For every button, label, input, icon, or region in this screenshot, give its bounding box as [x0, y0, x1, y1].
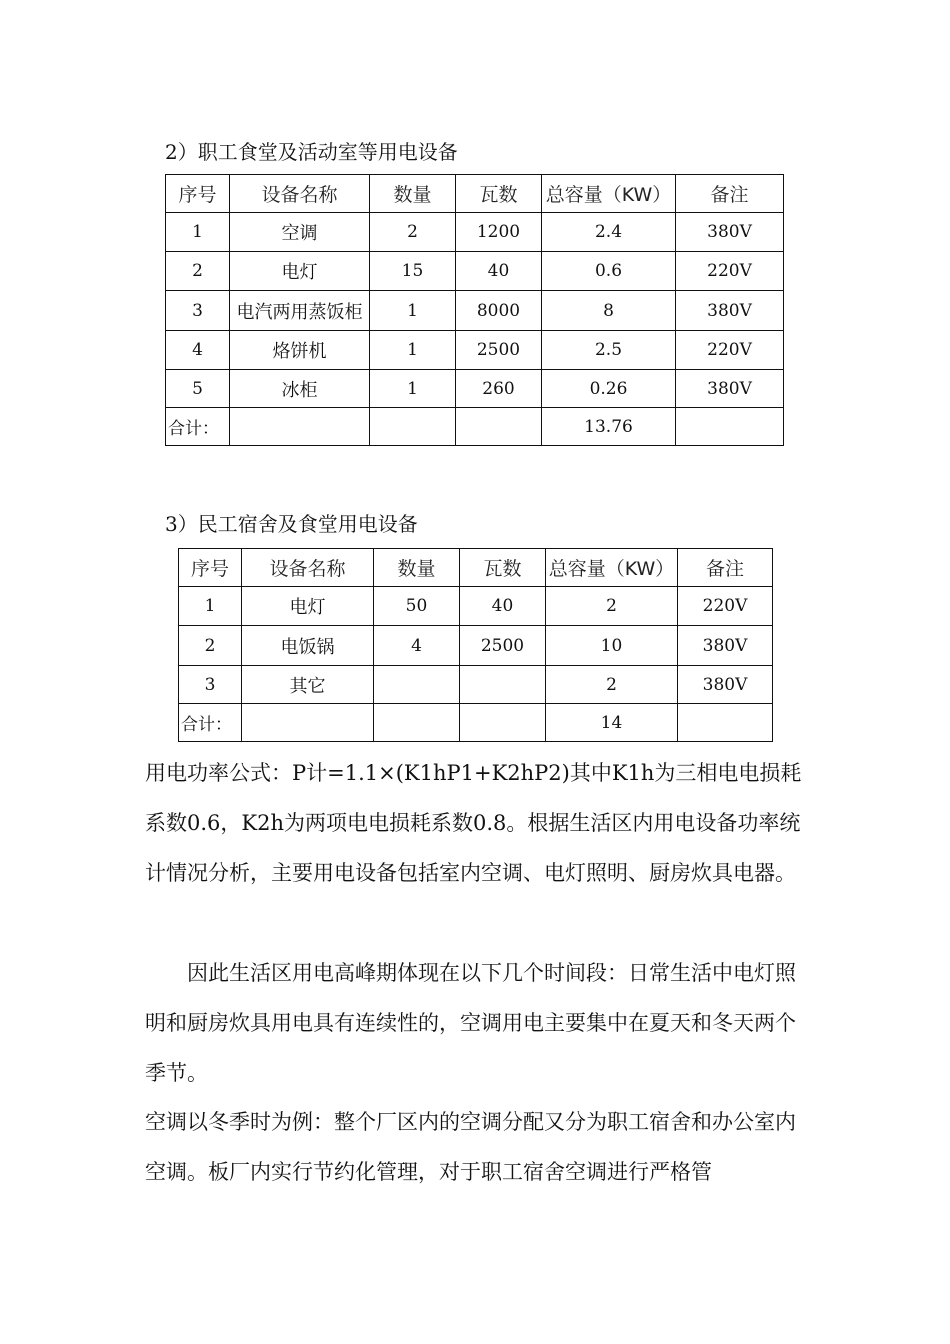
cell-capacity: 2	[546, 587, 678, 626]
table-header-row	[166, 175, 784, 213]
cell-index: 4	[166, 331, 230, 370]
cell-wattage: 1200	[456, 213, 542, 252]
cell-name: 其它	[242, 666, 374, 704]
cell-name: 电灯	[230, 252, 370, 291]
cell-quantity: 1	[370, 291, 456, 331]
cell-wattage: 40	[456, 252, 542, 291]
cell-remark: 380V	[676, 370, 784, 408]
cell-quantity: 1	[370, 370, 456, 408]
cell-wattage: 2500	[460, 626, 546, 666]
cell-remark: 380V	[678, 666, 773, 704]
cell-empty	[460, 704, 546, 742]
cell-index: 1	[179, 587, 242, 626]
body-text	[145, 748, 810, 898]
col-header-quantity: 数量	[374, 549, 460, 587]
cell-wattage	[460, 666, 546, 704]
table-row	[166, 213, 784, 252]
cell-wattage: 260	[456, 370, 542, 408]
col-header-quantity: 数量	[370, 175, 456, 213]
table-row	[166, 252, 784, 291]
cell-name: 空调	[230, 213, 370, 252]
cell-wattage: 8000	[456, 291, 542, 331]
cell-remark: 220V	[676, 252, 784, 291]
table-row	[166, 370, 784, 408]
cell-index: 5	[166, 370, 230, 408]
cell-remark: 380V	[678, 626, 773, 666]
cell-empty	[678, 704, 773, 742]
cell-empty	[676, 408, 784, 446]
cell-empty	[456, 408, 542, 446]
cell-index: 3	[166, 291, 230, 331]
col-header-wattage: 瓦数	[456, 175, 542, 213]
cell-empty	[370, 408, 456, 446]
cell-wattage: 40	[460, 587, 546, 626]
paragraph-peak-periods: 因此生活区用电高峰期体现在以下几个时间段：日常生活中电灯照明和厨房炊具用电具有连续性的，空调用电主要集中在夏天和冬天两个季节。	[145, 961, 796, 1085]
cell-empty	[242, 704, 374, 742]
cell-capacity: 2.5	[542, 331, 676, 370]
cell-capacity: 0.26	[542, 370, 676, 408]
cell-index: 2	[179, 626, 242, 666]
cell-quantity	[374, 666, 460, 704]
canteen-equipment-table	[165, 174, 784, 446]
cell-name: 冰柜	[230, 370, 370, 408]
col-header-index: 序号	[179, 549, 242, 587]
cell-remark: 380V	[676, 291, 784, 331]
cell-capacity: 10	[546, 626, 678, 666]
col-header-capacity: 总容量（KW）	[546, 549, 678, 587]
cell-index: 2	[166, 252, 230, 291]
worker-dorm-equipment-table	[178, 548, 773, 742]
body-text	[145, 1097, 810, 1197]
cell-remark: 220V	[676, 331, 784, 370]
cell-capacity: 0.6	[542, 252, 676, 291]
cell-capacity: 8	[542, 291, 676, 331]
table-row	[166, 331, 784, 370]
col-header-index: 序号	[166, 175, 230, 213]
col-header-remark: 备注	[678, 549, 773, 587]
cell-remark: 220V	[678, 587, 773, 626]
paragraph-power-formula: 用电功率公式：P计=1.1×(K1hP1+K2hP2)其中K1h为三相电电损耗系数0.6，K2h为两项电电损耗系数0.8。根据生活区内用电设备功率统计情况分析，主要用电设备包括室内空调、电灯照明、厨房炊具电器。	[145, 761, 802, 885]
cell-quantity: 1	[370, 331, 456, 370]
table-row	[179, 666, 773, 704]
cell-quantity: 2	[370, 213, 456, 252]
table-total-row	[179, 704, 773, 742]
cell-name: 电饭锅	[242, 626, 374, 666]
cell-remark: 380V	[676, 213, 784, 252]
total-label: 合计：	[166, 408, 230, 446]
cell-empty	[230, 408, 370, 446]
cell-name: 烙饼机	[230, 331, 370, 370]
total-capacity: 13.76	[542, 408, 676, 446]
col-header-remark: 备注	[676, 175, 784, 213]
col-header-name: 设备名称	[230, 175, 370, 213]
cell-wattage: 2500	[456, 331, 542, 370]
col-header-capacity: 总容量（KW）	[542, 175, 676, 213]
total-capacity: 14	[546, 704, 678, 742]
cell-name: 电汽两用蒸饭柜	[230, 291, 370, 331]
cell-capacity: 2.4	[542, 213, 676, 252]
cell-index: 1	[166, 213, 230, 252]
cell-index: 3	[179, 666, 242, 704]
table-row	[179, 587, 773, 626]
total-label: 合计：	[179, 704, 242, 742]
body-text	[145, 948, 810, 1098]
section2-heading: 2）职工食堂及活动室等用电设备	[165, 140, 458, 164]
col-header-wattage: 瓦数	[460, 549, 546, 587]
cell-capacity: 2	[546, 666, 678, 704]
cell-quantity: 50	[374, 587, 460, 626]
cell-empty	[374, 704, 460, 742]
cell-quantity: 4	[374, 626, 460, 666]
cell-quantity: 15	[370, 252, 456, 291]
col-header-name: 设备名称	[242, 549, 374, 587]
table-total-row	[166, 408, 784, 446]
cell-name: 电灯	[242, 587, 374, 626]
paragraph-air-conditioning: 空调以冬季时为例：整个厂区内的空调分配又分为职工宿舍和办公室内空调。板厂内实行节约化管理，对于职工宿舍空调进行严格管	[145, 1110, 796, 1184]
table-row	[166, 291, 784, 331]
table-row	[179, 626, 773, 666]
section3-heading: 3）民工宿舍及食堂用电设备	[165, 512, 418, 536]
table-header-row	[179, 549, 773, 587]
